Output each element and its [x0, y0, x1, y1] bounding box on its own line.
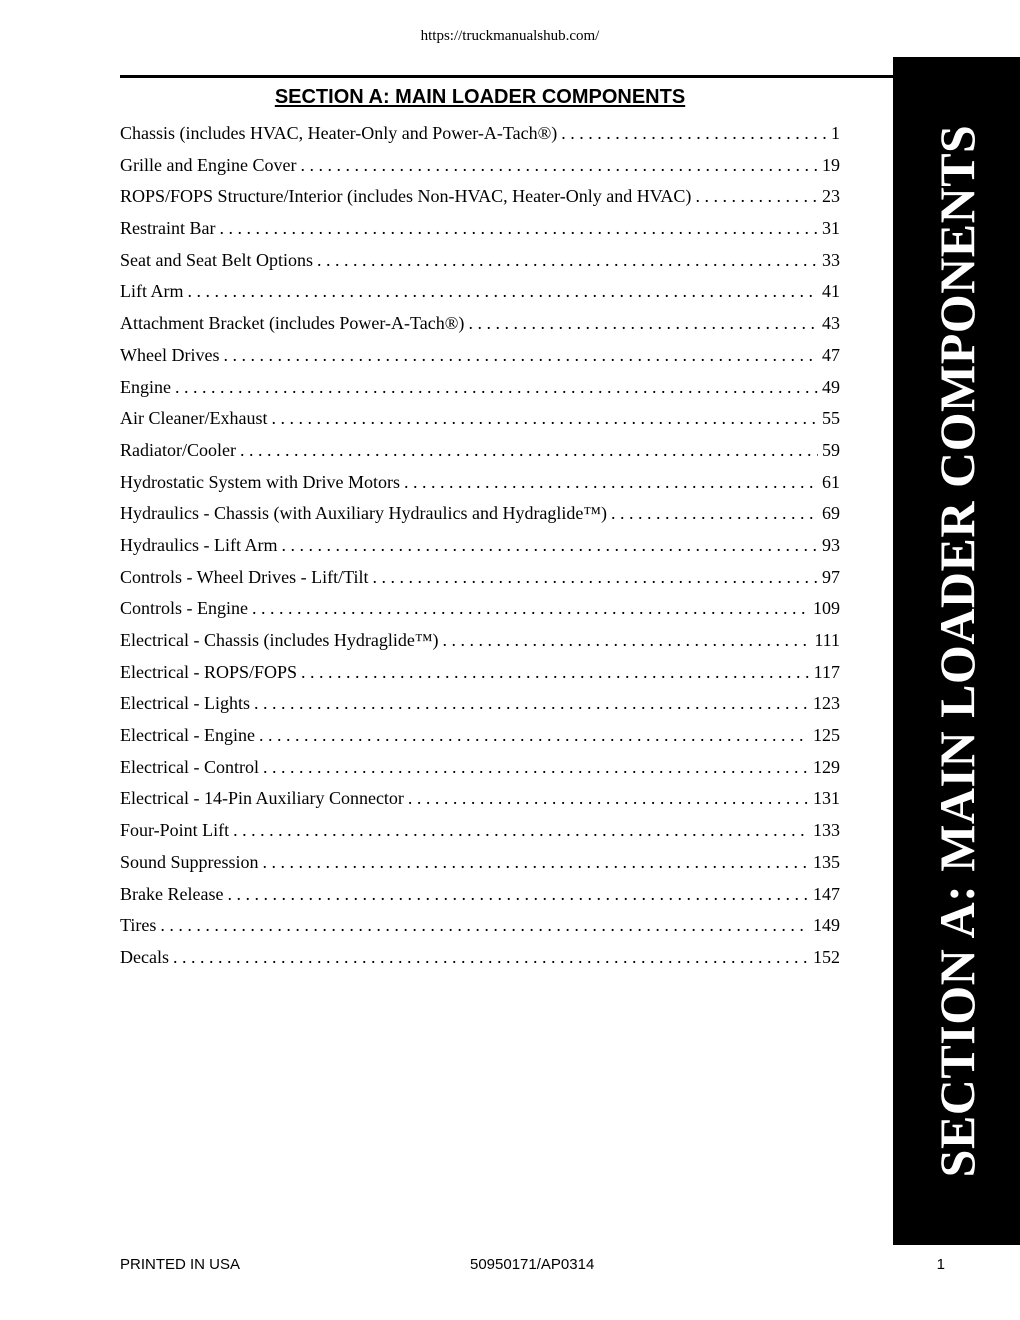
toc-entry[interactable]	[120, 818, 840, 850]
toc-entry-page: 149	[813, 915, 840, 936]
toc-entry-page: 41	[822, 281, 840, 302]
toc-entry[interactable]	[120, 343, 840, 375]
toc-entry-title: Controls - Engine	[120, 598, 248, 619]
toc-entry[interactable]	[120, 628, 840, 660]
toc-dot-leader	[240, 438, 818, 462]
toc-dot-leader	[259, 723, 809, 747]
toc-dot-leader	[443, 628, 811, 652]
toc-entry[interactable]	[120, 406, 840, 438]
toc-dot-leader	[219, 216, 818, 240]
toc-entry-page: 117	[813, 661, 840, 682]
toc-entry-title: ROPS/FOPS Structure/Interior (includes Non-HVAC, Heater-Only and HVAC)	[120, 186, 692, 207]
toc-entry[interactable]	[120, 184, 840, 216]
toc-entry[interactable]	[120, 470, 840, 502]
toc-dot-leader	[173, 945, 809, 969]
toc-entry-title: Brake Release	[120, 883, 224, 904]
toc-entry-title: Air Cleaner/Exhaust	[120, 408, 268, 429]
section-side-tab-label: SECTION A: MAIN LOADER COMPONENTS	[928, 124, 985, 1178]
footer-page-number: 1	[936, 1256, 945, 1273]
toc-dot-leader	[281, 533, 818, 557]
toc-entry[interactable]	[120, 311, 840, 343]
toc-entry-title: Seat and Seat Belt Options	[120, 249, 313, 270]
section-side-tab	[893, 57, 1020, 1245]
toc-entry-page: 47	[822, 344, 840, 365]
toc-dot-leader	[233, 818, 809, 842]
toc-dot-leader	[160, 913, 809, 937]
toc-dot-leader	[301, 660, 810, 684]
toc-entry[interactable]	[120, 375, 840, 407]
toc-entry-title: Four-Point Lift	[120, 820, 230, 841]
toc-entry-page: 152	[813, 946, 840, 967]
toc-dot-leader	[263, 755, 809, 779]
toc-entry[interactable]	[120, 596, 840, 628]
toc-entry-title: Wheel Drives	[120, 344, 220, 365]
toc-entry-page: 19	[822, 154, 840, 175]
toc-entry-page: 61	[822, 471, 840, 492]
toc-entry-title: Restraint Bar	[120, 218, 216, 239]
toc-entry-title: Electrical - ROPS/FOPS	[120, 661, 298, 682]
toc-entry[interactable]	[120, 660, 840, 692]
toc-entry-page: 33	[822, 249, 840, 270]
toc-dot-leader	[695, 184, 818, 208]
toc-dot-leader	[300, 153, 818, 177]
toc-dot-leader	[408, 786, 809, 810]
toc-entry-page: 125	[813, 725, 840, 746]
toc-dot-leader	[227, 882, 809, 906]
toc-entry-title: Hydrostatic System with Drive Motors	[120, 471, 400, 492]
toc-entry[interactable]	[120, 913, 840, 945]
toc-entry-title: Lift Arm	[120, 281, 184, 302]
toc-entry-title: Grille and Engine Cover	[120, 154, 297, 175]
toc-entry-title: Sound Suppression	[120, 851, 259, 872]
toc-entry-title: Hydraulics - Chassis (with Auxiliary Hydraulics and Hydraglide™)	[120, 503, 608, 524]
toc-entry-title: Tires	[120, 915, 157, 936]
toc-entry[interactable]	[120, 533, 840, 565]
toc-entry[interactable]	[120, 882, 840, 914]
toc-entry-page: 1	[831, 123, 840, 143]
top-rule	[120, 75, 895, 78]
footer-document-number: 50950171/AP0314	[470, 1256, 595, 1273]
toc-dot-leader	[254, 691, 809, 715]
toc-dot-leader	[468, 311, 818, 335]
toc-entry-page: 131	[813, 788, 840, 809]
toc-dot-leader	[271, 406, 818, 430]
toc-dot-leader	[611, 501, 818, 525]
toc-dot-leader	[175, 375, 818, 399]
toc-entry[interactable]	[120, 755, 840, 787]
toc-entry-title: Chassis (includes HVAC, Heater-Only and Power-A-Tach®)	[120, 123, 558, 143]
toc-entry[interactable]	[120, 786, 840, 818]
toc-entry-title: Electrical - Engine	[120, 725, 255, 746]
toc-entry[interactable]	[120, 501, 840, 533]
toc-entry[interactable]	[120, 565, 840, 597]
toc-dot-leader	[372, 565, 818, 589]
toc-entry-page: 69	[822, 503, 840, 524]
toc-entry[interactable]	[120, 945, 840, 977]
toc-entry-title: Engine	[120, 376, 171, 397]
toc-entry-title: Attachment Bracket (includes Power-A-Tach®)	[120, 313, 465, 334]
toc-dot-leader	[252, 596, 809, 620]
section-title: SECTION A: MAIN LOADER COMPONENTS	[274, 86, 686, 108]
toc-entry[interactable]	[120, 153, 840, 185]
table-of-contents	[120, 121, 840, 977]
toc-entry[interactable]	[120, 121, 840, 153]
toc-entry[interactable]	[120, 279, 840, 311]
toc-entry[interactable]	[120, 216, 840, 248]
toc-entry-title: Hydraulics - Lift Arm	[120, 534, 278, 555]
toc-entry-page: 23	[822, 186, 840, 207]
toc-entry-page: 123	[813, 693, 840, 714]
toc-dot-leader	[223, 343, 818, 367]
toc-entry-page: 97	[822, 566, 840, 587]
toc-entry-title: Electrical - 14-Pin Auxiliary Connector	[120, 788, 404, 809]
toc-dot-leader	[561, 121, 827, 145]
toc-entry-page: 135	[813, 851, 840, 872]
toc-entry-page: 133	[813, 820, 840, 841]
toc-entry[interactable]	[120, 248, 840, 280]
toc-entry-title: Electrical - Control	[120, 756, 259, 777]
toc-entry-page: 109	[813, 598, 840, 619]
toc-entry[interactable]	[120, 850, 840, 882]
toc-dot-leader	[317, 248, 818, 272]
toc-entry-page: 129	[813, 756, 840, 777]
toc-entry-page: 147	[813, 883, 840, 904]
toc-entry-page: 111	[814, 630, 840, 650]
toc-entry-page: 43	[822, 313, 840, 334]
toc-entry-title: Decals	[120, 946, 169, 967]
toc-dot-leader	[263, 850, 809, 874]
toc-entry-title: Controls - Wheel Drives - Lift/Tilt	[120, 566, 369, 587]
toc-entry[interactable]	[120, 723, 840, 755]
toc-dot-leader	[188, 279, 819, 303]
toc-entry-title: Radiator/Cooler	[120, 439, 236, 460]
site-url[interactable]: https://truckmanualshub.com/	[420, 28, 600, 44]
toc-entry[interactable]	[120, 438, 840, 470]
toc-entry-title: Electrical - Chassis (includes Hydraglide™)	[120, 630, 439, 650]
footer-printed-in: PRINTED IN USA	[120, 1256, 241, 1273]
toc-entry-page: 59	[822, 439, 840, 460]
toc-entry-page: 31	[822, 218, 840, 239]
toc-entry-page: 49	[822, 376, 840, 397]
toc-entry-title: Electrical - Lights	[120, 693, 250, 714]
toc-entry-page: 55	[822, 408, 840, 429]
toc-dot-leader	[404, 470, 818, 494]
toc-entry[interactable]	[120, 691, 840, 723]
toc-entry-page: 93	[822, 534, 840, 555]
